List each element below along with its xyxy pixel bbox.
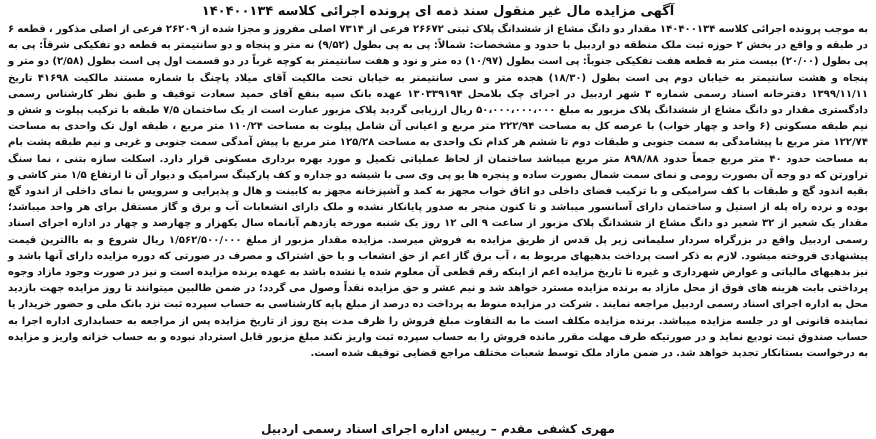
notice-title: آگهی مزایده مال غیر منقول سند ذمه ای پرونده اجرائی کلاسه ۱۴۰۴۰۰۱۳۴ — [201, 4, 675, 19]
notice-signature: مهری کشفی مقدم – رییس اداره اجرای اسناد رسمی اردبیل — [261, 422, 615, 436]
notice-body: به موجب پرونده اجرائی کلاسه ۱۴۰۴۰۰۱۳۴ مقدار دو دانگ مشاع از ششدانگ پلاک ثبتی ۲۶۶۷۲ فرعی از ۷۳۱۴ اصلی مفروز و مجزا شده از ۲۶۲۰۹ فرعی از اصلی مذکور ، قطعه ۶ در طبقه و واقع در بخش ۲ حوزه ثبت ملک منطقه دو اردبیل با حدود و مشخصات: شمالاً: پی به پی بطول (۹/۵۲) نه متر و پنجاه و دو سانتیمتر به قطعه دو تفکیکی شرقاً: پی به پی بطول (۲۰/۰۰) بیست متر به قطعه هفت تفکیکی جنوباً: پی است بطول (۱۰/۹۷) ده متر و نود و هفت سانتیمتر به کوچه غرباً در دو قسمت اول پی است بطول (۲/۵۸) دو متر و پنجاه و هشت سانتیمتر به خیابان دوم پی است بطول (۱۸/۳۰) هجده متر و سی سانتیمتر به خیابان تحت مالکیت آقای میلاد پاچنگ با شماره مستند مالکیت ۴۱۶۹۸ تاریخ ۱۳۹۹/۱۱/۱۱ دفترخانه اسناد رسمی شماره ۳ شهر اردبیل در اجرای چک بلامحل ۱۳۰۳۳۹۱۹۴ عهده بانک سپه بنفع آقای حمید سعادت توقیف و طبق نظر کارشناس رسمی دادگستری مقدار دو دانگ مشاع از ششدانگ پلاک مزبور به مبلغ ۵۰،۰۰۰،۰۰۰،۰۰۰ ریال ارزیابی گردید پلاک مزبور عبارت است از یک ساختمان ۷/۵ طبقه با ترکیب پیلوت و شش و نیم طبقه مسکونی (۶ واحد و چهار خواب) با عرصه کل به مساحت ۲۲۲/۹۴ متر مربع و اعیانی آن شامل پیلوت به مساحت ۱۱۰/۲۴ متر مربع ، طبقه اول تک واحدی به مساحت ۱۲۲/۷۴ متر مربع با پیشامدگی به سمت جنوبی و طبقات دوم تا ششم هر کدام تک واحدی به مساحت ۱۲۵/۲۸ متر مربع با پیش آمدگی سمت جنوبی و غربی و نیم طبقه پشت بام به مساحت حدود ۴۰ متر مربع جمعاً حدود ۸۹۸/۸۸ متر مربع میباشد ساختمان از لحاظ عملیاتی تکمیل و مورد بهره برداری مسکونی قرار دارد. اسکلت سازه بتنی ، نما سنگ تراورتن که دو وجه آن بصورت رومی و نمای سمت شمال بصورت ساده و پنجره ها یو پی وی سی با شیشه دو جداره و کف پارکینگ سرامیک و دیوار آن تا ارتفاع ۱/۵ متر کاشی و بقیه اندود گچ و طبقات با کف سرامیکی و با ترکیب فضای داخلی دو اتاق خواب مجهز به کمد و آشپزخانه مجهز به کابینت و هال و پذیرایی و سرویس با نمای داخلی از اندود گچ بوده و نرده راه پله از استیل و ساختمان دارای آسانسور میباشد و تا کنون منجر به صدور پایانکار نشده و ملک دارای انشعابات آب و برق و گاز مستقل برای هر واحد میباشد؛ مقدار یک شعیر از ۳۲ شعیر دو دانگ مشاع از ششدانگ پلاک مزبور از ساعت ۹ الی ۱۲ روز یک شنبه مورخه یازدهم آبانماه سال یکهزار و چهارصد و چهار در اداره اجرای اسناد رسمی اردبیل واقع در بزرگراه سردار سلیمانی زیر پل قدس از طریق مزایده به فروش میرسد. مزایده مقدار مزبور از مبلغ ۱/۵۶۲/۵۰۰/۰۰۰ ریال شروع و به باالترین قیمت پیشنهادی فروخته میشود. لازم به ذکر است پرداخت بدهیهای مربوط به ، آب برق گاز اعم از حق انشعاب و یا حق اشتراک و مصرف در صورتی که دوره مزایده دارای آنها باشد و نیز بدهیهای مالیاتی و عوارض شهرداری و غیره تا تاریخ مزایده اعم از اینکه رقم قطعی آن معلوم شده یا نشده باشد به عهده برنده مزایده است و نیز در صورت وجود مازاد وجوه پرداختی بابت هزینه های فوق از محل مازاد به برنده مزایده مسترد خواهد شد و نیم عشر و حق مزایده نقداً وصول می گردد؛ در ضمن طالبین میتوانند تا روز مزایده جهت بازدید محل به اداره اجرای اسناد رسمی اردبیل مراجعه نمایند . شرکت در مزایده منوط به پرداخت ده درصد از مبلغ پایه کارشناسی به حساب سپرده ثبت نزد بانک ملی و حضور خریدار یا نماینده قانونی او در جلسه مزایده میباشد. برنده مزایده مکلف است ما به التفاوت مبلغ فروش را ظرف مدت پنج روز از تاریخ مزایده پس از مراجعه به حسابداری اداره اجرا به حساب صندوق ثبت تودیع نماید و در صورتیکه طرف مهلت مقرر مانده فروش را به حساب سپرده ثبت واریز نکند مبلغ مزبور قابل استرداد نبوده و به حساب خزانه واریز و مزایده به درخواست بستانکار تجدید خواهد شد. در ضمن مازاد ملک توسط شعبات مختلف مراجع قضایی توقیف شده است. — [8, 24, 869, 360]
